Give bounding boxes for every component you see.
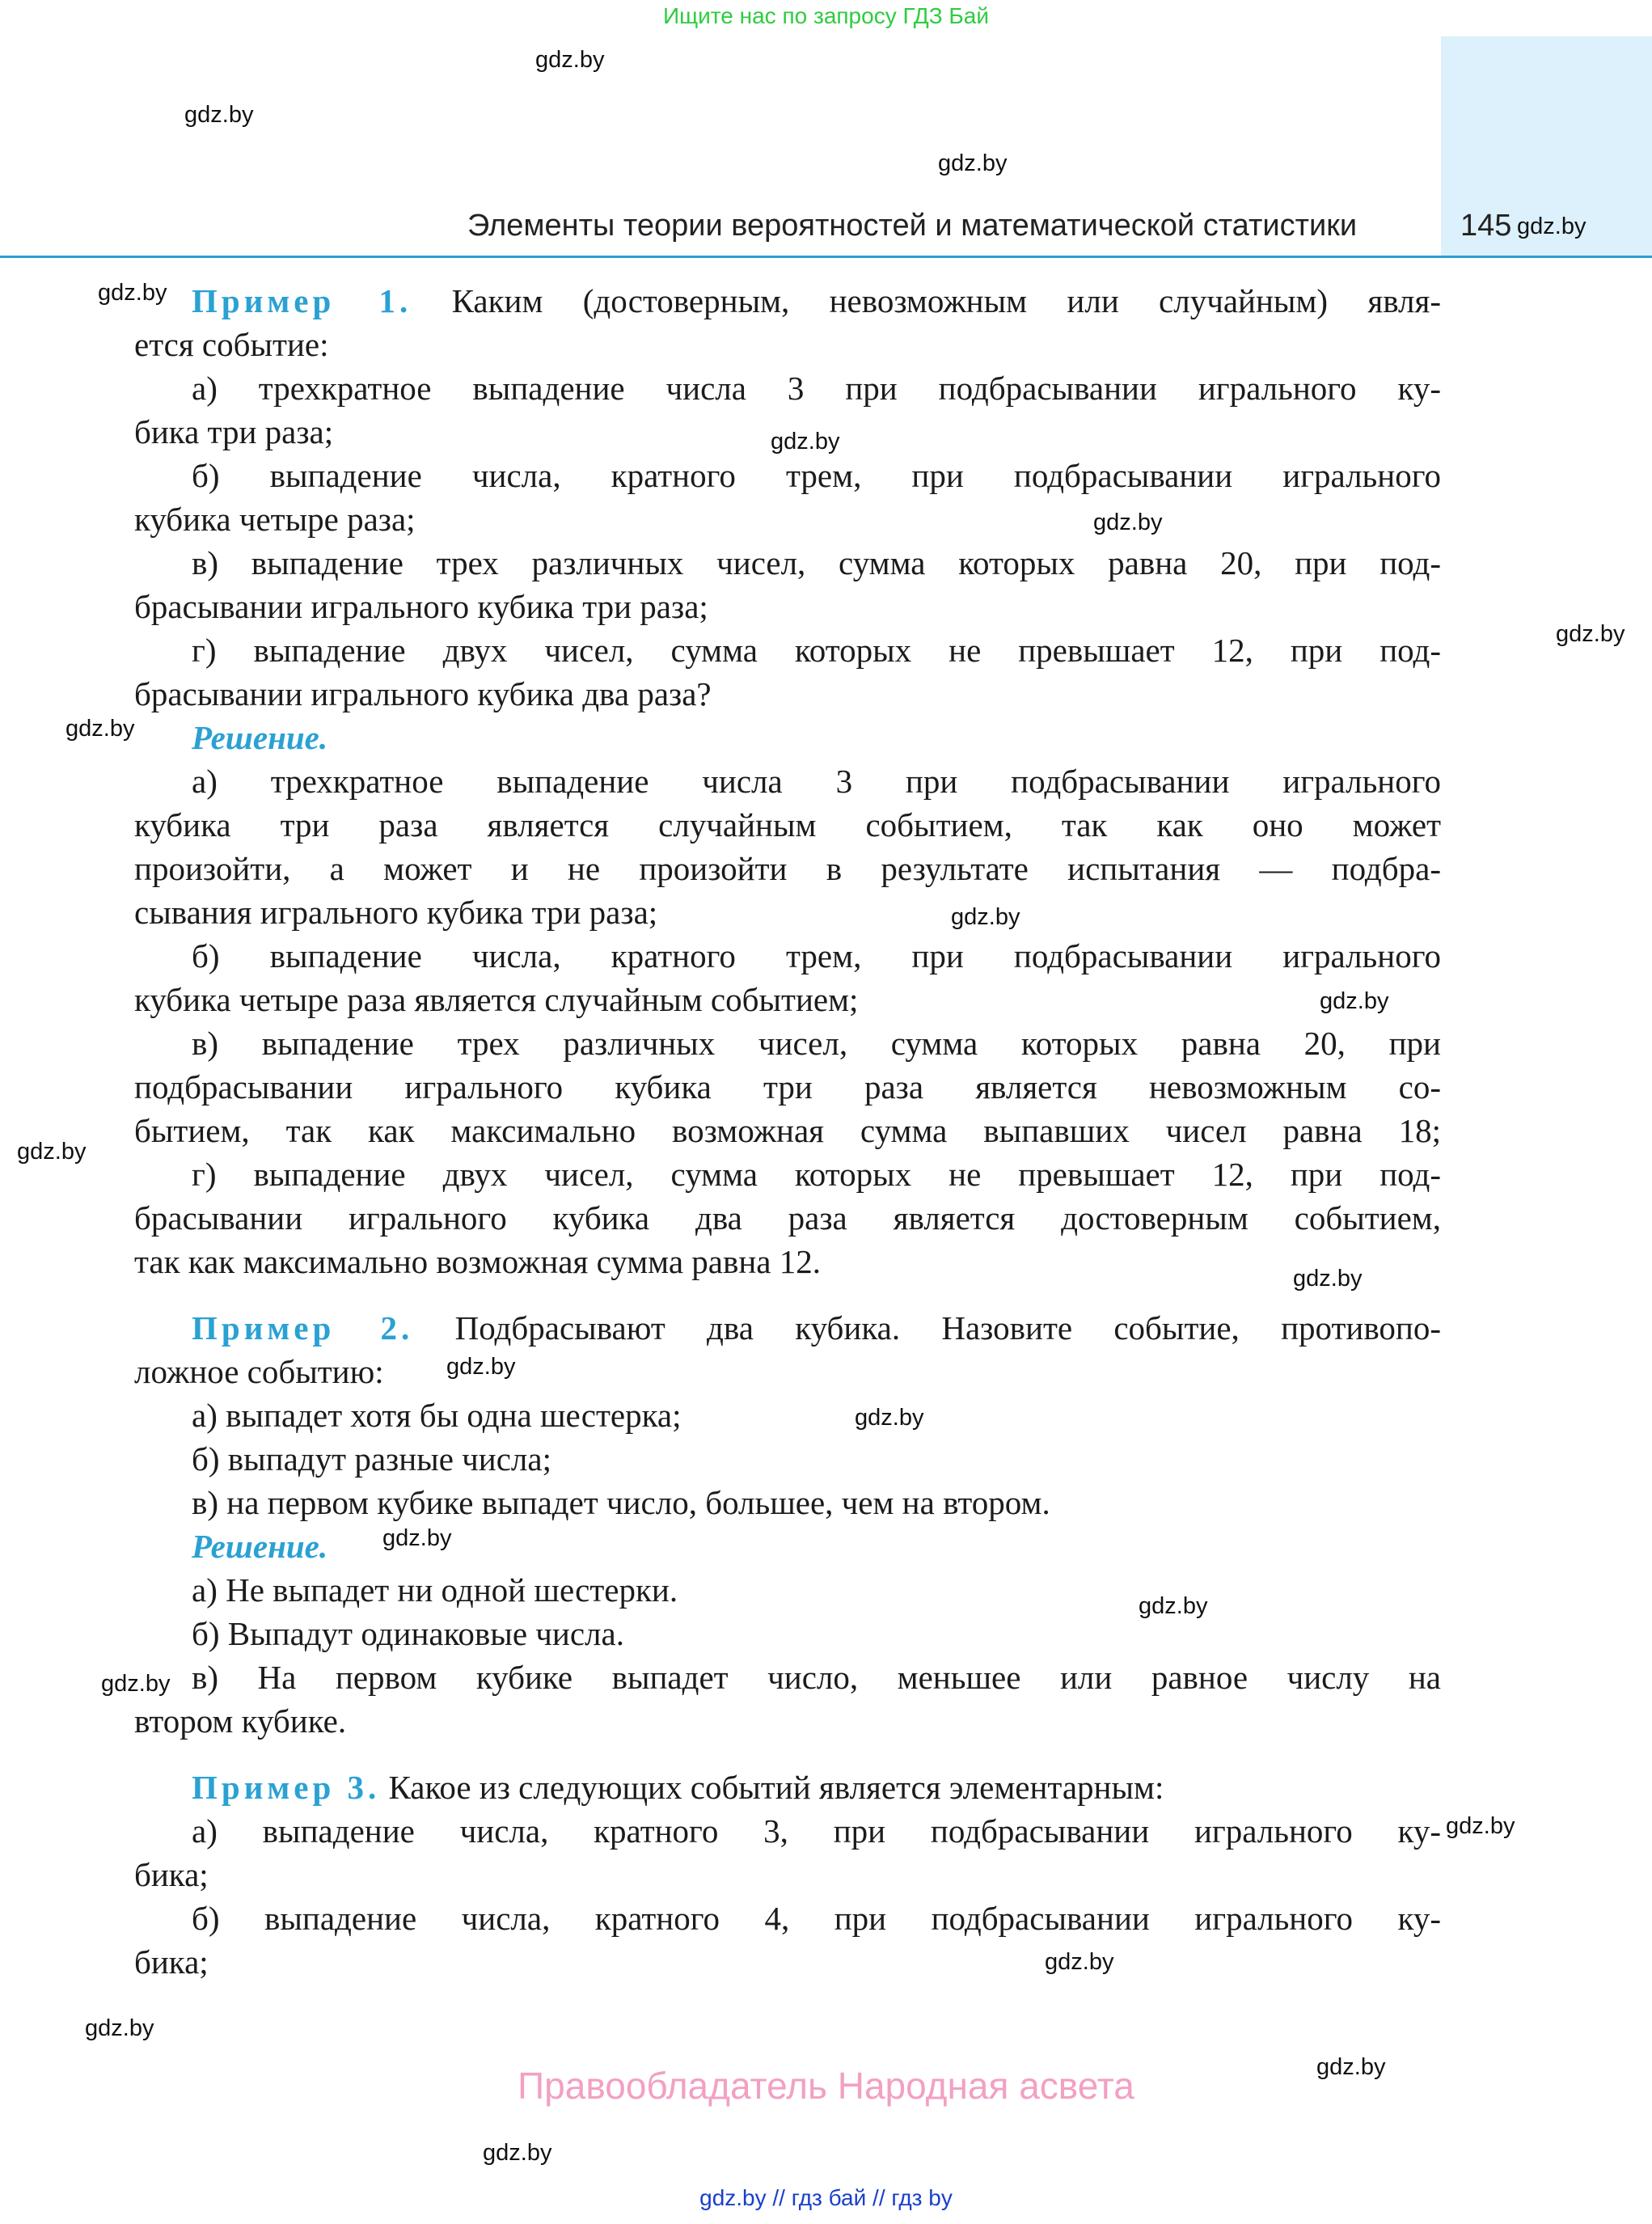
example-2-line: ложное событию: (134, 1353, 384, 1390)
watermark: gdz.by (101, 1671, 171, 1697)
example-1-line: б) выпадение числа, кратного трем, при подбрасывании игрального (192, 457, 1441, 494)
bottom-links[interactable]: gdz.by // гдз бай // гдз by (699, 2185, 953, 2210)
solution-2-line: в) На первом кубике выпадет число, меньшее или равное числу на (192, 1659, 1441, 1696)
watermark: gdz.by (1446, 1813, 1515, 1839)
example-1-line: Пример 1. Каким (достоверным, невозможным или случайным) явля- (192, 282, 1441, 319)
example-1-title: Пример 1. (192, 282, 412, 319)
watermark: gdz.by (17, 1139, 87, 1165)
running-title: Элементы теории вероятностей и математической статистики (467, 209, 1358, 243)
example-1-line: кубика четыре раза; (134, 501, 416, 538)
watermark: gdz.by (65, 716, 135, 742)
header-rule (0, 256, 1652, 258)
solution-1-line: брасывании игрального кубика два раза является достоверным событием, (134, 1199, 1441, 1237)
solution-1-line: в) выпадение трех различных чисел, сумма которых равна 20, при (192, 1025, 1441, 1062)
example-1-line: брасывании игрального кубика два раза? (134, 675, 712, 712)
example-2-line: Пример 2. Подбрасывают два кубика. Назовите событие, противопо- (192, 1309, 1441, 1347)
solution-heading: Решение. (192, 1528, 328, 1565)
example-1-line: г) выпадение двух чисел, сумма которых не превышает 12, при под- (192, 632, 1441, 669)
watermark: gdz.by (535, 47, 605, 73)
watermark: gdz.by (1316, 2054, 1386, 2080)
solution-1-line: кубика четыре раза является случайным событием; (134, 981, 859, 1018)
watermark: gdz.by (446, 1354, 516, 1380)
example-1-line: ется событие: (134, 326, 329, 363)
example-1-line: брасывании игрального кубика три раза; (134, 588, 708, 625)
watermark: gdz.by (98, 280, 167, 306)
example-3-line: Пример 3. Какое из следующих событий является элементарным: (192, 1769, 1164, 1806)
copyright-footer: Правообладатель Народная асвета (518, 2065, 1134, 2107)
top-search-note: Ищите нас по запросу ГДЗ Бай (662, 3, 990, 28)
watermark: gdz.by (1320, 988, 1389, 1014)
example-1-line: бика три раза; (134, 413, 334, 450)
example-1-line: а) трехкратное выпадение числа 3 при подбрасывании игрального ку- (192, 370, 1441, 407)
example-3-line: б) выпадение числа, кратного 4, при подбрасывании игрального ку- (192, 1900, 1441, 1937)
watermark: gdz.by (855, 1405, 924, 1431)
example-2-line: в) на первом кубике выпадет число, большее, чем на втором. (192, 1484, 1050, 1521)
example-3-line: а) выпадение числа, кратного 3, при подбрасывании игрального ку- (192, 1812, 1441, 1850)
watermark: gdz.by (1293, 1266, 1363, 1292)
page-number: 145 (1460, 209, 1512, 243)
watermark: gdz.by (771, 429, 840, 455)
watermark: gdz.by (951, 904, 1020, 930)
solution-1-line: произойти, а может и не произойти в результате испытания — подбра- (134, 850, 1441, 887)
solution-2-line: втором кубике. (134, 1702, 347, 1740)
solution-1-line: так как максимально возможная сумма равна 12. (134, 1243, 821, 1280)
watermark: gdz.by (382, 1525, 452, 1551)
solution-2-line: а) Не выпадет ни одной шестерки. (192, 1571, 678, 1609)
example-2-line: а) выпадет хотя бы одна шестерка; (192, 1397, 682, 1434)
solution-1-line: б) выпадение числа, кратного трем, при подбрасывании игрального (192, 937, 1441, 975)
example-3-line: бика; (134, 1856, 209, 1893)
solution-2-line: б) Выпадут одинаковые числа. (192, 1615, 624, 1652)
solution-1-line: кубика три раза является случайным событием, так как оно может (134, 806, 1441, 844)
example-2-title: Пример 2. (192, 1309, 414, 1347)
example-3-line: бика; (134, 1943, 209, 1981)
solution-1-line: г) выпадение двух чисел, сумма которых не превышает 12, при под- (192, 1156, 1441, 1193)
example-2-line: б) выпадут разные числа; (192, 1440, 551, 1478)
solution-1-line: бытием, так как максимально возможная сумма выпавших чисел равна 18; (134, 1112, 1441, 1149)
watermark: gdz.by (1139, 1593, 1208, 1619)
solution-1-line: подбрасывании игрального кубика три раза является невозможным со- (134, 1068, 1441, 1106)
watermark: gdz.by (85, 2015, 154, 2041)
watermark: gdz.by (1093, 509, 1163, 535)
watermark: gdz.by (184, 102, 254, 128)
example-1-line: в) выпадение трех различных чисел, сумма которых равна 20, при под- (192, 544, 1441, 581)
watermark: gdz.by (1045, 1949, 1114, 1975)
watermark: gdz.by (1517, 214, 1587, 239)
example-3-title: Пример 3. (192, 1769, 381, 1806)
solution-heading: Решение. (192, 719, 328, 756)
solution-1-line: сывания игрального кубика три раза; (134, 894, 658, 931)
solution-1-line: а) трехкратное выпадение числа 3 при подбрасывании игрального (192, 763, 1441, 800)
page-content (134, 279, 1441, 1984)
watermark: gdz.by (1556, 621, 1625, 647)
watermark: gdz.by (938, 150, 1008, 176)
watermark: gdz.by (483, 2140, 552, 2166)
